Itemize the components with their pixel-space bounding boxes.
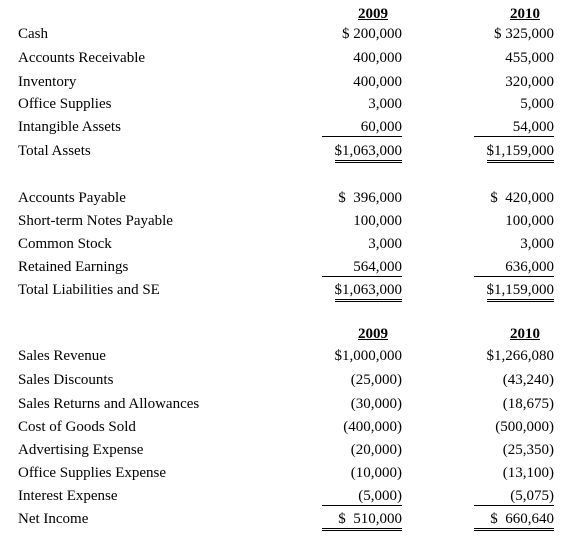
value-2009: $ 396,000 [338,190,402,206]
value-2010: 5,000 [520,96,554,112]
value-2010 [474,509,554,531]
value-2009: $ 200,000 [342,26,402,42]
row-label: Retained Earnings [18,259,129,275]
income-year-2009: 2009 [358,326,388,342]
value-2009-text: 60,000 [322,119,402,137]
income-row-office-supplies-expense [0,463,588,483]
value-2009: (30,000) [350,396,402,412]
value-2009-text: 564,000 [322,259,402,277]
row-label: Common Stock [18,236,112,252]
value-2010: (43,240) [502,372,554,388]
asset-row-cash [0,24,588,44]
value-2010-text: 54,000 [474,119,554,137]
value-2010: $ 325,000 [494,26,554,42]
value-2010 [474,486,554,506]
row-label: Advertising Expense [18,442,144,458]
row-label: Total Assets [18,143,91,159]
row-label: Intangible Assets [18,119,121,135]
liability-row-short-term-notes [0,211,588,231]
row-label: Interest Expense [18,488,118,504]
value-2010: $ 420,000 [490,190,554,206]
value-2010: 100,000 [505,213,554,229]
value-2010-text: $1,159,000 [487,143,555,163]
value-2009-text: (5,000) [322,488,402,506]
value-2009 [335,141,403,163]
value-2009 [335,280,403,302]
value-2009 [322,257,402,277]
value-2009: $1,000,000 [334,348,402,364]
value-2009: (25,000) [350,372,402,388]
value-2010-text: $1,159,000 [487,282,555,302]
row-label: Office Supplies Expense [18,465,167,481]
value-2010-text: 636,000 [474,259,554,277]
income-row-cogs [0,417,588,437]
balance-year-2009: 2009 [358,6,388,22]
row-label: Short-term Notes Payable [18,213,173,229]
income-year-2010: 2010 [510,326,540,342]
value-2009: 100,000 [353,213,402,229]
row-label: Net Income [18,511,89,527]
row-label: Accounts Receivable [18,50,146,66]
value-2009 [322,509,402,531]
liability-row-retained-earnings [0,257,588,277]
value-2010: 3,000 [520,236,554,252]
asset-row-office-supplies [0,94,588,114]
value-2010: 320,000 [505,74,554,90]
asset-row-accounts-receivable [0,48,588,68]
row-label: Cash [18,26,48,42]
income-row-advertising [0,440,588,460]
value-2010: (18,675) [502,396,554,412]
value-2009: (20,000) [350,442,402,458]
row-label: Accounts Payable [18,190,126,206]
value-2010: (500,000) [495,419,554,435]
value-2009 [322,486,402,506]
value-2009 [322,117,402,137]
value-2009: 3,000 [368,96,402,112]
row-label: Sales Returns and Allowances [18,396,200,412]
income-row-sales-revenue [0,346,588,366]
row-label: Cost of Goods Sold [18,419,136,435]
value-2010 [487,280,555,302]
income-row-sales-returns [0,394,588,414]
liability-row-accounts-payable [0,188,588,208]
income-header-row [0,324,588,344]
value-2010-text: (5,075) [474,488,554,506]
value-2010 [474,117,554,137]
value-2009: 3,000 [368,236,402,252]
value-2010: 455,000 [505,50,554,66]
value-2009-text: $1,063,000 [335,143,403,163]
income-row-net-income [0,509,588,529]
balance-year-2010: 2010 [510,6,540,22]
value-2009: 400,000 [353,74,402,90]
balance-header-row [0,4,588,24]
asset-row-intangible-assets [0,117,588,137]
row-label: Office Supplies [18,96,112,112]
value-2009-text: $1,063,000 [335,282,403,302]
value-2010: (25,350) [502,442,554,458]
value-2010-text: $ 660,640 [474,511,554,531]
row-label: Total Liabilities and SE [18,282,160,298]
income-row-interest-expense [0,486,588,506]
asset-row-total-assets [0,141,588,161]
value-2009: (400,000) [343,419,402,435]
value-2009: (10,000) [350,465,402,481]
row-label: Sales Discounts [18,372,114,388]
value-2010 [487,141,555,163]
value-2010: (13,100) [502,465,554,481]
income-row-sales-discounts [0,370,588,390]
liability-row-total [0,280,588,300]
value-2009-text: $ 510,000 [322,511,402,531]
value-2009: 400,000 [353,50,402,66]
asset-row-inventory [0,72,588,92]
row-label: Inventory [18,74,77,90]
value-2010: $1,266,080 [486,348,554,364]
liability-row-common-stock [0,234,588,254]
value-2010 [474,257,554,277]
row-label: Sales Revenue [18,348,106,364]
